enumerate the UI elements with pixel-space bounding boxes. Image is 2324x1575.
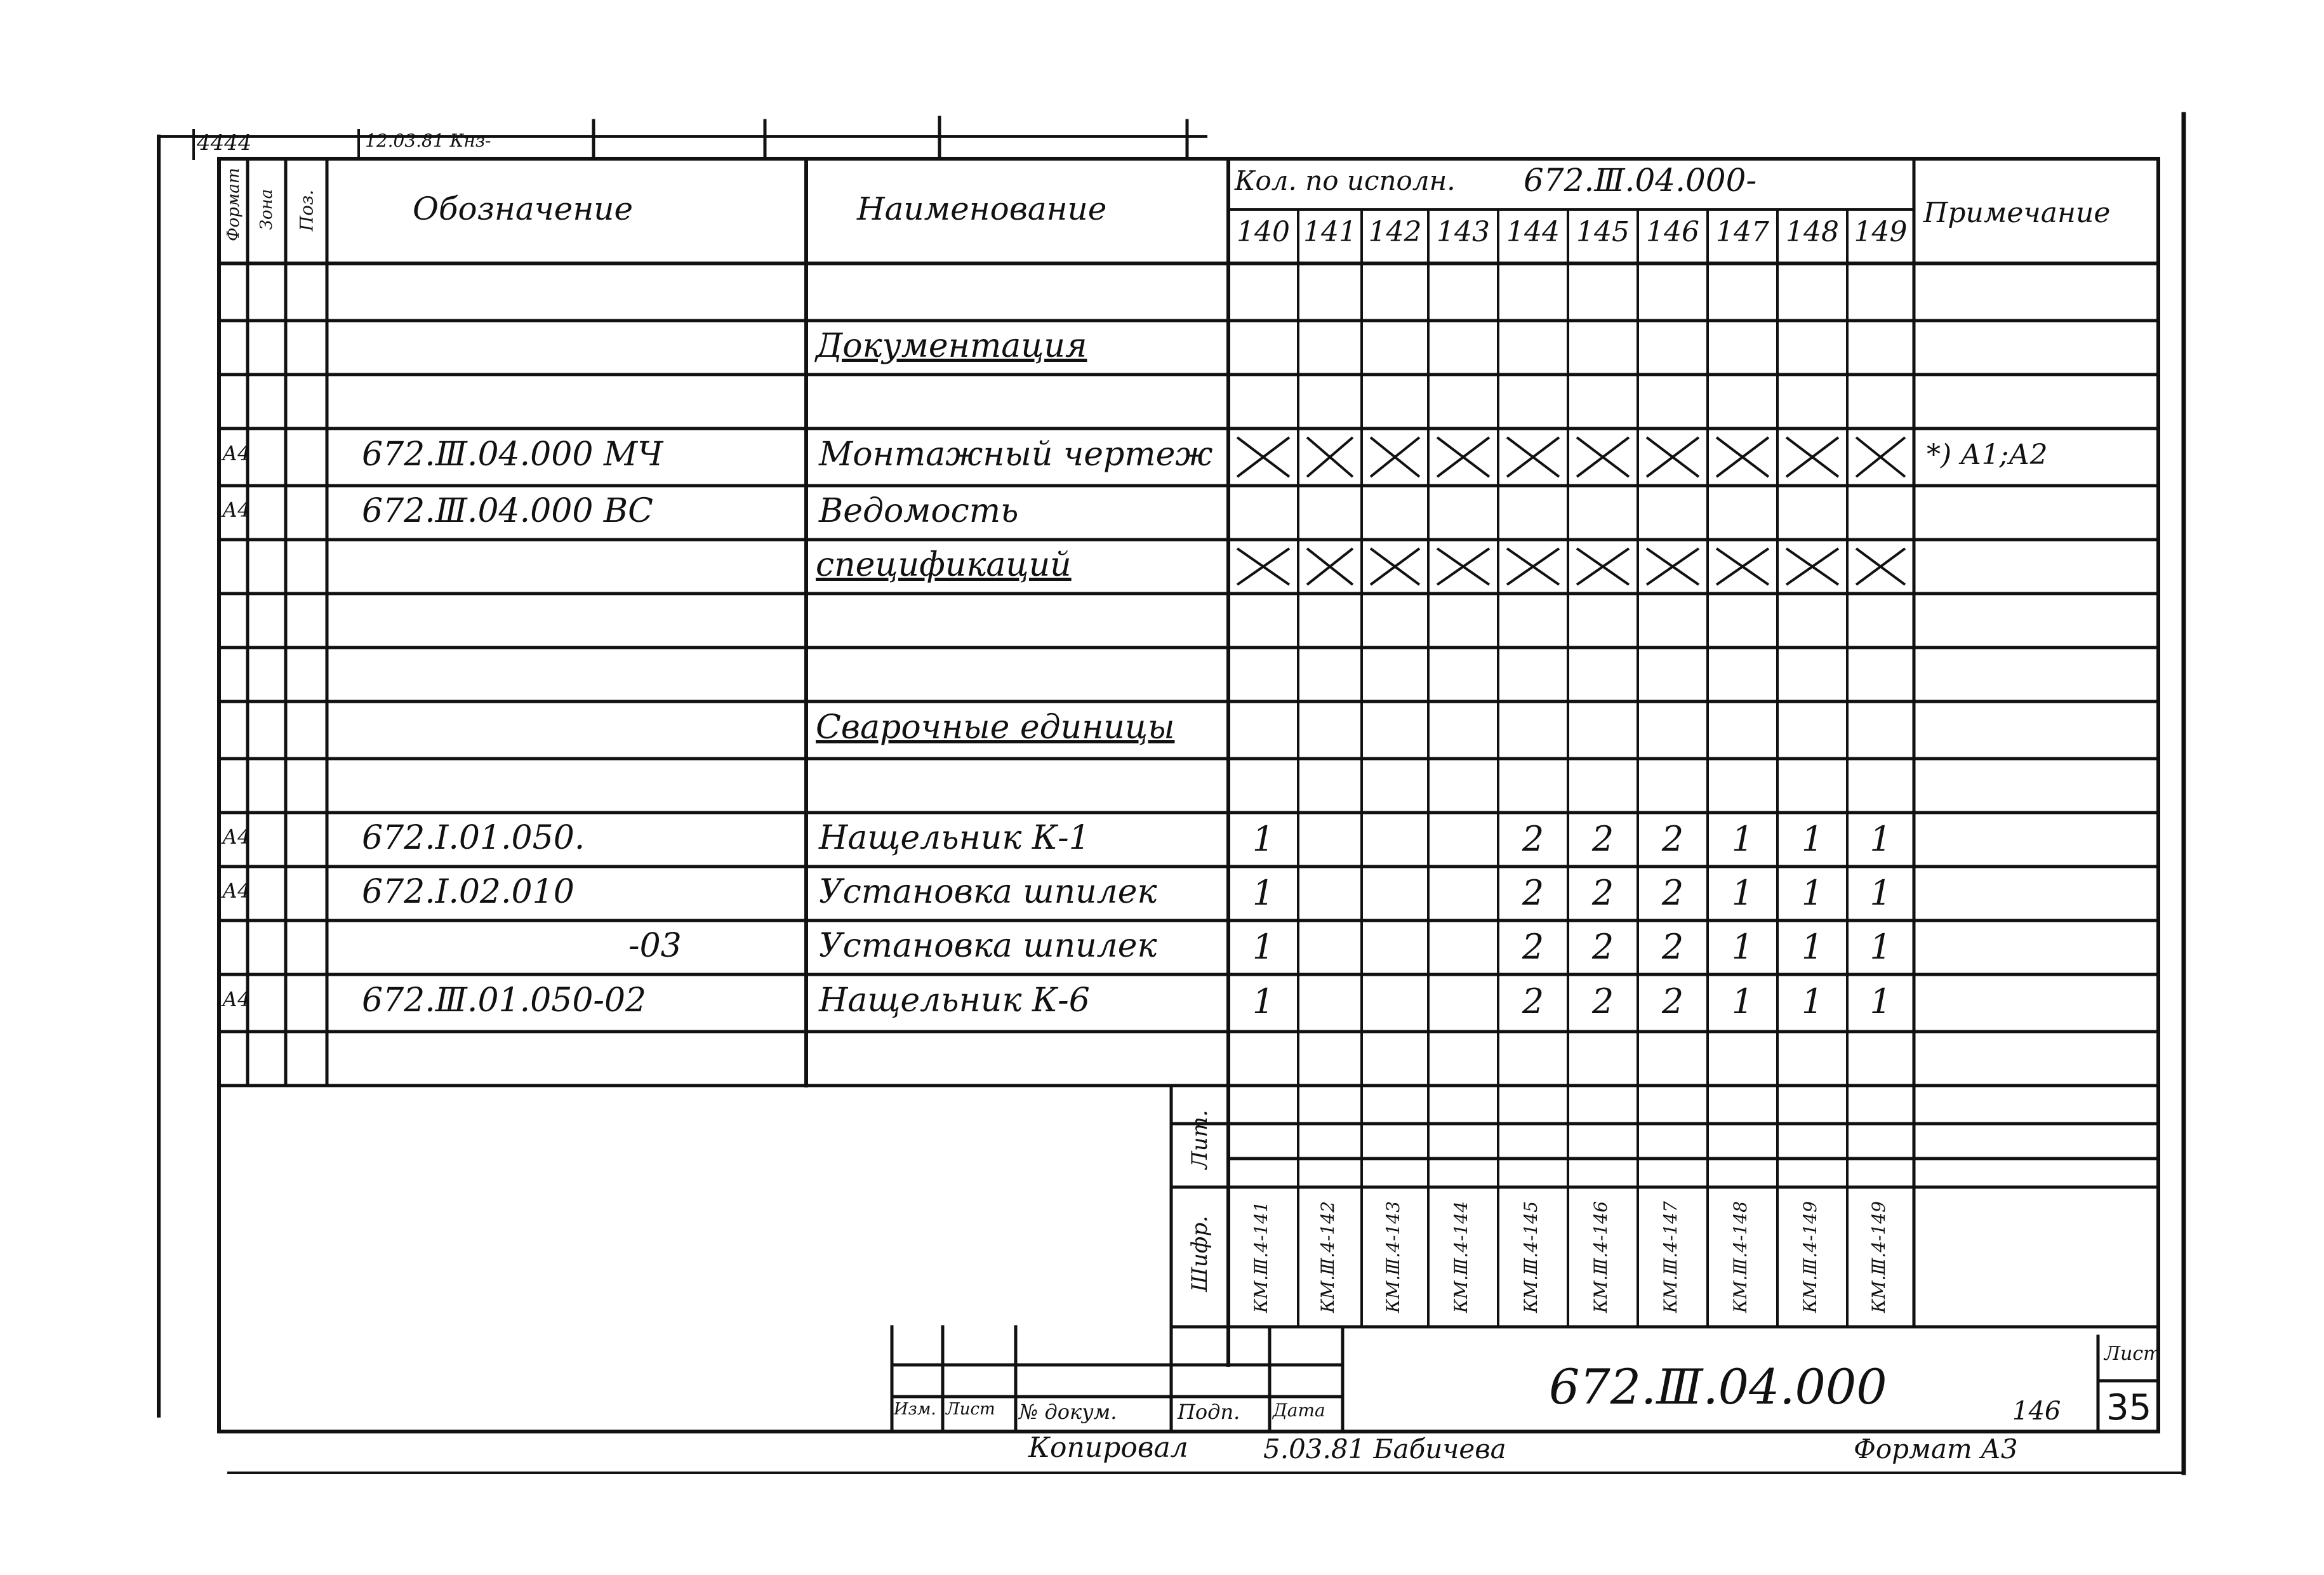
row-format: А4 xyxy=(222,824,251,849)
row-qty: 2 xyxy=(1661,873,1684,914)
cross-mark-icon xyxy=(1568,429,1638,486)
tb-label-sheet: Лист xyxy=(946,1400,995,1419)
cross-mark-icon xyxy=(1362,540,1428,594)
cipher-label-4: КМ.Ⅲ.4-145 xyxy=(1520,1201,1541,1313)
sheet-number: 35 xyxy=(2106,1387,2152,1428)
row-qty: 2 xyxy=(1522,981,1544,1021)
row-name: Монтажный чертеж xyxy=(819,435,1213,474)
row-qty: 2 xyxy=(1522,927,1544,967)
row-qty: 1 xyxy=(1731,927,1754,967)
row-qty: 1 xyxy=(1252,981,1275,1021)
row-qty: 2 xyxy=(1522,873,1544,914)
row-qty: 1 xyxy=(1252,819,1275,860)
cipher-label-9: КМ.Ⅲ.4-149 xyxy=(1868,1201,1889,1313)
row-qty: 1 xyxy=(1869,927,1892,967)
row-designation: 672.Ⅲ.04.000 МЧ xyxy=(362,435,663,474)
cross-mark-icon xyxy=(1777,429,1847,486)
row-qty: 2 xyxy=(1661,819,1684,860)
footer-format: Формат А3 xyxy=(1854,1433,2018,1465)
cross-mark-icon xyxy=(1428,540,1498,594)
header-position: Поз. xyxy=(296,189,317,232)
row-name: Нащельник К-6 xyxy=(819,981,1090,1020)
header-qty-ref: 672.Ⅲ.04.000- xyxy=(1524,162,1757,199)
cipher-label-5: КМ.Ⅲ.4-146 xyxy=(1590,1201,1611,1313)
cipher-label-1: КМ.Ⅲ.4-142 xyxy=(1317,1201,1338,1313)
doc-number: 672.Ⅲ.04.000 xyxy=(1549,1359,1887,1415)
cipher-label-2: КМ.Ⅲ.4-143 xyxy=(1382,1201,1404,1313)
header-note: Примечание xyxy=(1923,197,2111,229)
cipher-label-7: КМ.Ⅲ.4-148 xyxy=(1730,1201,1751,1313)
cross-mark-icon xyxy=(1568,540,1638,594)
row-name: Документация xyxy=(816,327,1087,366)
row-qty: 2 xyxy=(1591,873,1614,914)
footer-copied-by: 5.03.81 Бабичева xyxy=(1263,1433,1506,1465)
variant-header-149: 149 xyxy=(1854,216,1908,248)
cross-mark-icon xyxy=(1638,540,1708,594)
row-qty: 1 xyxy=(1801,981,1824,1021)
tb-label-change: Изм. xyxy=(894,1400,936,1419)
variant-header-144: 144 xyxy=(1506,216,1560,248)
lit-label: Лит. xyxy=(1187,1110,1212,1169)
cross-mark-icon xyxy=(1498,540,1568,594)
row-name: спецификаций xyxy=(816,546,1072,585)
variant-header-146: 146 xyxy=(1646,216,1699,248)
variant-header-141: 141 xyxy=(1303,216,1357,248)
row-qty: 2 xyxy=(1522,819,1544,860)
row-qty: 2 xyxy=(1661,981,1684,1021)
footer-copied: Копировал xyxy=(1028,1432,1188,1464)
row-designation: 672.Ⅲ.04.000 ВС xyxy=(362,492,653,531)
row-format: А4 xyxy=(222,497,251,522)
row-qty: 1 xyxy=(1731,873,1754,914)
row-name: Установка шпилек xyxy=(819,927,1157,966)
header-qty-label: Кол. по исполн. xyxy=(1235,165,1456,196)
row-designation: 672.Ⅰ.02.010 xyxy=(362,873,574,912)
cross-mark-icon xyxy=(1298,540,1362,594)
row-designation: 672.Ⅲ.01.050-02 xyxy=(362,981,647,1020)
header-format: Формат xyxy=(224,168,243,241)
header-name: Наименование xyxy=(857,190,1107,227)
cipher-label: Шифр. xyxy=(1187,1216,1212,1292)
sheet-label: Лист xyxy=(2104,1343,2161,1365)
tb-label-sign: Подп. xyxy=(1178,1400,1240,1424)
row-name: Нащельник К-1 xyxy=(819,819,1090,858)
top-strip-number: 4444 xyxy=(197,130,252,156)
handwritten-page: 146 xyxy=(2012,1397,2061,1426)
cross-mark-icon xyxy=(1298,429,1362,486)
variant-header-140: 140 xyxy=(1237,216,1290,248)
cross-mark-icon xyxy=(1708,429,1777,486)
cipher-label-3: КМ.Ⅲ.4-144 xyxy=(1451,1201,1471,1313)
row-qty: 1 xyxy=(1801,873,1824,914)
cross-mark-icon xyxy=(1777,540,1847,594)
variant-header-145: 145 xyxy=(1576,216,1630,248)
row-format: А4 xyxy=(222,987,251,1011)
row-qty: 1 xyxy=(1252,927,1275,967)
row-qty: 2 xyxy=(1591,981,1614,1021)
tb-label-doc: № докум. xyxy=(1019,1400,1117,1424)
cross-mark-icon xyxy=(1638,429,1708,486)
cipher-label-0: КМ.Ⅲ.4-141 xyxy=(1251,1201,1272,1313)
row-qty: 1 xyxy=(1801,927,1824,967)
variant-header-147: 147 xyxy=(1716,216,1769,248)
row-designation: 672.Ⅰ.01.050. xyxy=(362,819,585,858)
cross-mark-icon xyxy=(1498,429,1568,486)
row-note: *) А1;А2 xyxy=(1927,439,2048,472)
tb-label-date: Дата xyxy=(1273,1400,1325,1421)
cipher-label-8: КМ.Ⅲ.4-149 xyxy=(1800,1201,1821,1313)
variant-header-143: 143 xyxy=(1437,216,1490,248)
cross-mark-icon xyxy=(1228,540,1298,594)
row-name: Ведомость xyxy=(819,492,1019,531)
row-qty: 1 xyxy=(1801,819,1824,860)
variant-header-148: 148 xyxy=(1786,216,1839,248)
cross-mark-icon xyxy=(1847,429,1914,486)
row-designation: -03 xyxy=(628,927,682,966)
cross-mark-icon xyxy=(1362,429,1428,486)
row-qty: 1 xyxy=(1731,981,1754,1021)
row-qty: 1 xyxy=(1869,873,1892,914)
header-designation: Обозначение xyxy=(413,190,634,227)
row-qty: 2 xyxy=(1591,819,1614,860)
cross-mark-icon xyxy=(1428,429,1498,486)
cross-mark-icon xyxy=(1708,540,1777,594)
cross-mark-icon xyxy=(1228,429,1298,486)
cipher-label-6: КМ.Ⅲ.4-147 xyxy=(1660,1201,1681,1313)
row-qty: 1 xyxy=(1731,819,1754,860)
row-name: Сварочные единицы xyxy=(816,708,1175,747)
row-name: Установка шпилек xyxy=(819,873,1157,912)
cross-mark-icon xyxy=(1847,540,1914,594)
row-qty: 2 xyxy=(1661,927,1684,967)
row-qty: 1 xyxy=(1869,981,1892,1021)
row-format: А4 xyxy=(222,441,251,465)
row-qty: 2 xyxy=(1591,927,1614,967)
row-format: А4 xyxy=(222,878,251,903)
top-strip-date: 12.03.81 Кнз- xyxy=(365,130,491,151)
header-zone: Зона xyxy=(257,189,276,230)
row-qty: 1 xyxy=(1869,819,1892,860)
variant-header-142: 142 xyxy=(1368,216,1422,248)
row-qty: 1 xyxy=(1252,873,1275,914)
